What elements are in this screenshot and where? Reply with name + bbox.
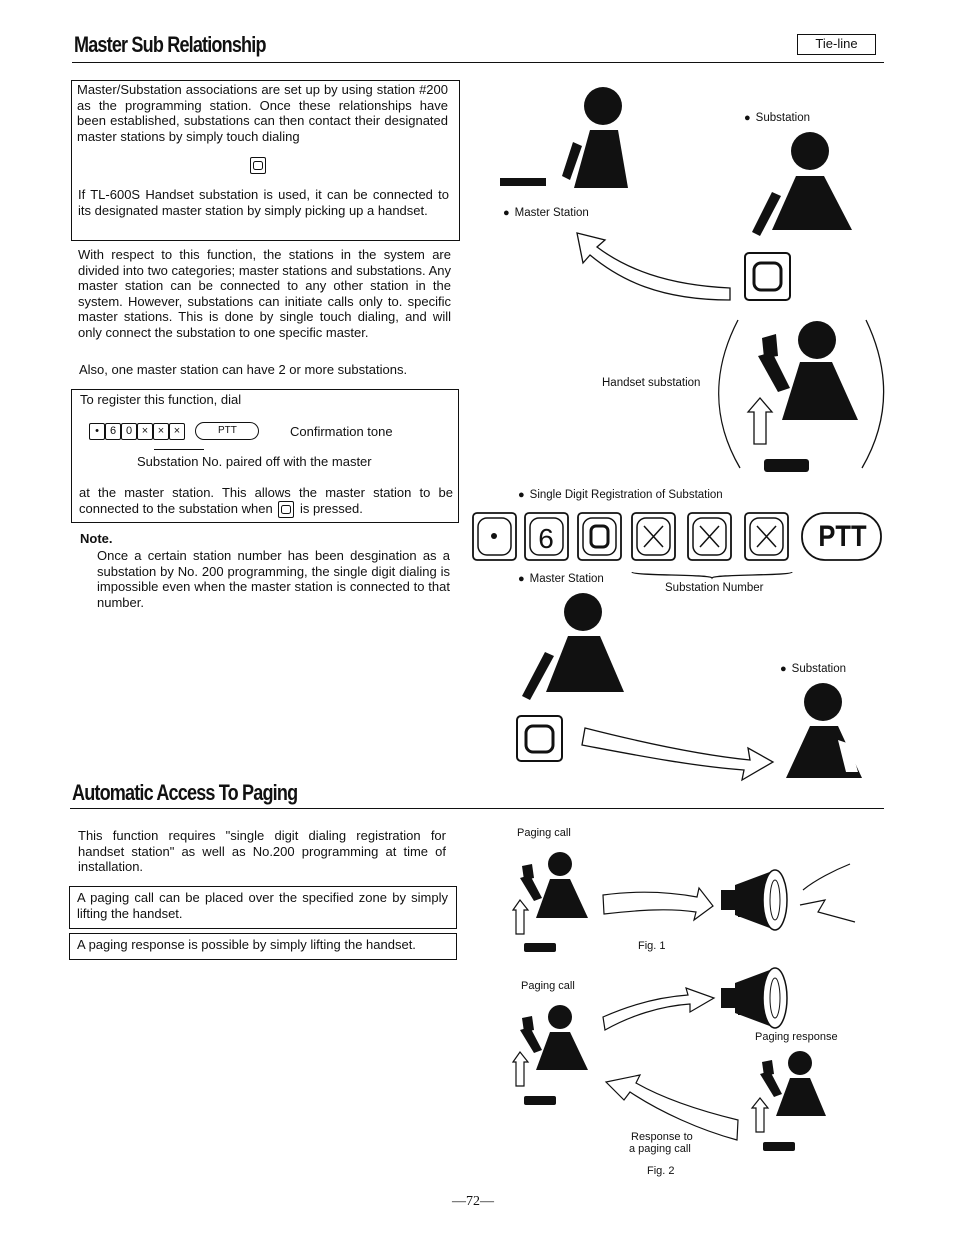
paging-arrow-1-icon: [603, 888, 713, 920]
intro-text: Master/Substation associations are set up by using station #200 as the programming station. Once these relationships have been established, substations can then contact their designated master stations by simply touch dialing: [77, 82, 448, 144]
note-title: Note.: [80, 531, 113, 546]
label-response-2: a paging call: [629, 1143, 691, 1155]
paging-arrow-2-icon: [603, 988, 714, 1030]
register-heading: To register this function, dial: [80, 392, 242, 407]
six-key: 6: [105, 423, 121, 440]
x-key-2: ×: [153, 423, 169, 440]
register-footer-text: at the master station. This allows the master station to be connected to the substation when: [79, 485, 453, 516]
intro-text-2: If TL-600S Handset substation is used, it can be connected to its designated master station by simply picking up a handset.: [78, 187, 449, 218]
responder-icon: [752, 1051, 826, 1151]
label-single-digit: ● Single Digit Registration of Substation: [518, 489, 723, 501]
x-key-3: ×: [169, 423, 185, 440]
label-fig1: Fig. 1: [638, 940, 666, 952]
para-categories: With respect to this function, the stations in the system are divided into two categories; master stations and substations. Any master station can be connected to any other station in the system. However, substations can initiate calls only to. specific master stations. This is done by single touch dialing, and will only connect the substation to one specific master.: [78, 247, 451, 340]
paging-caller-icon-1: [513, 852, 588, 952]
label-master-station-bottom: ● Master Station: [518, 573, 604, 585]
label-handset-substation: Handset substation: [602, 377, 701, 389]
paging-box-1-text: A paging call can be placed over the specified zone by simply lifting the handset.: [77, 890, 448, 921]
zero-key: 0: [121, 423, 137, 440]
label-response-1: Response to: [631, 1131, 693, 1143]
paging-caller-icon-2: [513, 1005, 588, 1105]
label-paging-call-1: Paging call: [517, 827, 571, 839]
section-title-paging: Automatic Access To Paging: [72, 780, 298, 805]
sound-wave-icon: [800, 864, 855, 922]
ptt-key: PTT: [195, 422, 259, 440]
substation-no-label: Substation No. paired off with the master: [137, 454, 372, 469]
label-master-station-top: ● Master Station: [503, 207, 589, 219]
big-ptt-key: PTT: [818, 520, 867, 553]
label-substation-bottom: ● Substation: [780, 663, 846, 675]
paging-para: This function requires "single digit dialing registration for handset station" as well as No.200 programming at time of installation.: [78, 828, 446, 874]
section-title-master-sub: Master Sub Relationship: [74, 32, 266, 57]
note-text: Once a certain station number has been desgination as a substation by No. 200 programming, the single digit dialing is impossible even when the master station is connected to that number.: [97, 548, 450, 610]
speaker-icon-1: [721, 870, 787, 930]
label-substation-number: Substation Number: [665, 582, 764, 594]
tie-line-tag: Tie-line: [797, 34, 876, 55]
x-key-1: ×: [137, 423, 153, 440]
dot-key: •: [89, 423, 105, 440]
label-paging-response: Paging response: [755, 1031, 838, 1043]
page-number: —72—: [452, 1194, 494, 1209]
svg-text:6: 6: [538, 523, 554, 554]
paging-box-2-text: A paging response is possible by simply lifting the handset.: [77, 937, 416, 952]
para-multiple-substations: Also, one master station can have 2 or more substations.: [79, 362, 408, 377]
confirmation-tone: Confirmation tone: [290, 424, 393, 439]
register-footer-text-2: is pressed.: [299, 500, 363, 516]
label-substation-top: ● Substation: [744, 112, 810, 124]
label-paging-call-2: Paging call: [521, 980, 575, 992]
label-fig2: Fig. 2: [647, 1165, 675, 1177]
speaker-icon-2: [721, 968, 787, 1028]
